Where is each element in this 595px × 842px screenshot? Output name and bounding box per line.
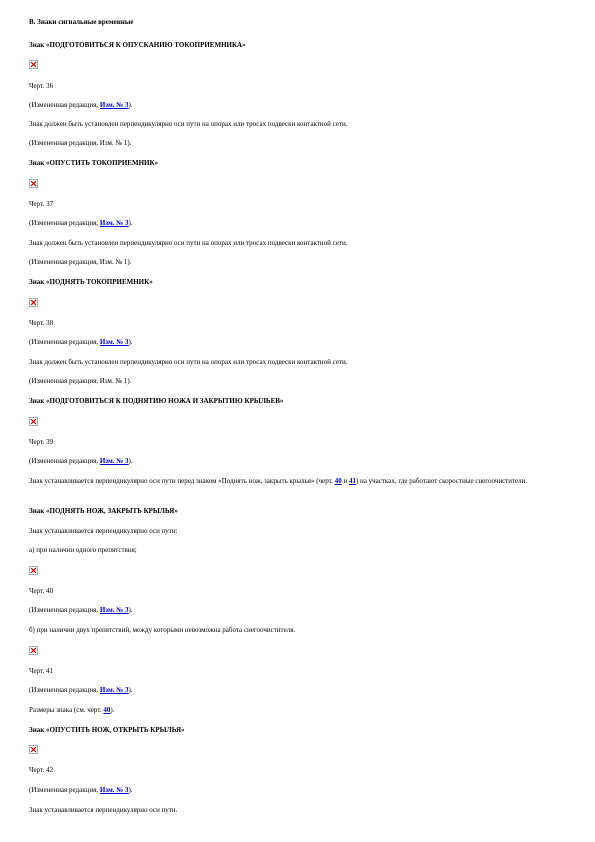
broken-image-icon	[29, 60, 38, 69]
chart-label-41: Черт. 41	[29, 667, 54, 675]
amendment-link[interactable]: Изм. № 3	[99, 457, 129, 465]
revision-note-39: (Измененная редакция, Изм. № 3).	[29, 457, 133, 465]
revision-note-41: (Измененная редакция, Изм. № 3).	[29, 686, 133, 694]
broken-image-icon	[29, 298, 38, 307]
sign-title-38: Знак «ПОДНЯТЬ ТОКОПРИЕМНИК»	[29, 278, 153, 286]
body-text-39: Знак устанавливается перпендикулярно оси пути перед знаком «Поднять нож, закрыть крылья» (черт. 40 и 41) на участках, где работают скоростные снегоочистители.	[29, 477, 528, 485]
case-a-text: а) при наличии одного препятствия;	[29, 546, 137, 554]
chart-label-36: Черт. 36	[29, 82, 54, 90]
sign-title-39: Знак «ПОДГОТОВИТЬСЯ К ПОДНЯТИЮ НОЖА И ЗАКРЫТИЮ КРЫЛЬЕВ»	[29, 397, 284, 405]
chart-40-link[interactable]: 40	[103, 706, 111, 714]
chart-40-link[interactable]: 40	[334, 477, 342, 485]
sign-title-37: Знак «ОПУСТИТЬ ТОКОПРИЕМНИК»	[29, 159, 159, 167]
body-intro-40: Знак устанавливается перпендикулярно оси пути:	[29, 527, 178, 535]
revision-note-36: (Измененная редакция, Изм. № 3).	[29, 101, 133, 109]
broken-image-icon	[29, 745, 38, 754]
chart-label-38: Черт. 38	[29, 319, 54, 327]
revision-note-42: (Измененная редакция, Изм. № 3).	[29, 786, 133, 794]
section-heading: В. Знаки сигнальные временные	[29, 18, 134, 26]
amendment-link[interactable]: Изм. № 3	[99, 338, 129, 346]
chart-label-42: Черт. 42	[29, 766, 54, 774]
body-text-36: Знак должен быть установлен перпендикулярно оси пути на опорах или тросах подвески контактной сети.	[29, 120, 348, 128]
amendment-note-36: (Измененная редакция, Изм. № 1).	[29, 139, 132, 147]
broken-image-icon	[29, 646, 38, 655]
chart-label-37: Черт. 37	[29, 200, 54, 208]
broken-image-icon	[29, 566, 38, 575]
amendment-link[interactable]: Изм. № 3	[99, 686, 129, 694]
revision-note-37: (Измененная редакция, Изм. № 3).	[29, 219, 133, 227]
chart-41-link[interactable]: 41	[348, 477, 356, 485]
revision-note-38: (Измененная редакция, Изм. № 3).	[29, 338, 133, 346]
broken-image-icon	[29, 179, 38, 188]
body-text-37: Знак должен быть установлен перпендикулярно оси пути на опорах или тросах подвески контактной сети.	[29, 239, 348, 247]
amendment-link[interactable]: Изм. № 3	[99, 101, 129, 109]
body-text-38: Знак должен быть установлен перпендикулярно оси пути на опорах или тросах подвески контактной сети.	[29, 358, 348, 366]
revision-note-40: (Измененная редакция, Изм. № 3).	[29, 606, 133, 614]
sign-title-36: Знак «ПОДГОТОВИТЬСЯ К ОПУСКАНИЮ ТОКОПРИЕМНИКА»	[29, 41, 246, 49]
case-b-text: б) при наличии двух препятствий, между которыми невозможна работа снегоочистителя.	[29, 626, 296, 634]
amendment-note-38: (Измененная редакция, Изм. № 1).	[29, 377, 132, 385]
size-note: Размеры знака (см. черт. 40).	[29, 706, 115, 714]
amendment-link[interactable]: Изм. № 3	[99, 606, 129, 614]
body-text-42: Знак устанавливается перпендикулярно оси пути.	[29, 806, 178, 814]
chart-label-40: Черт. 40	[29, 587, 54, 595]
sign-title-40: Знак «ПОДНЯТЬ НОЖ, ЗАКРЫТЬ КРЫЛЬЯ»	[29, 507, 178, 515]
amendment-note-37: (Измененная редакция, Изм. № 1).	[29, 258, 132, 266]
amendment-link[interactable]: Изм. № 3	[99, 786, 129, 794]
chart-label-39: Черт. 39	[29, 438, 54, 446]
broken-image-icon	[29, 417, 38, 426]
sign-title-42: Знак «ОПУСТИТЬ НОЖ, ОТКРЫТЬ КРЫЛЬЯ»	[29, 726, 185, 734]
amendment-link[interactable]: Изм. № 3	[99, 219, 129, 227]
